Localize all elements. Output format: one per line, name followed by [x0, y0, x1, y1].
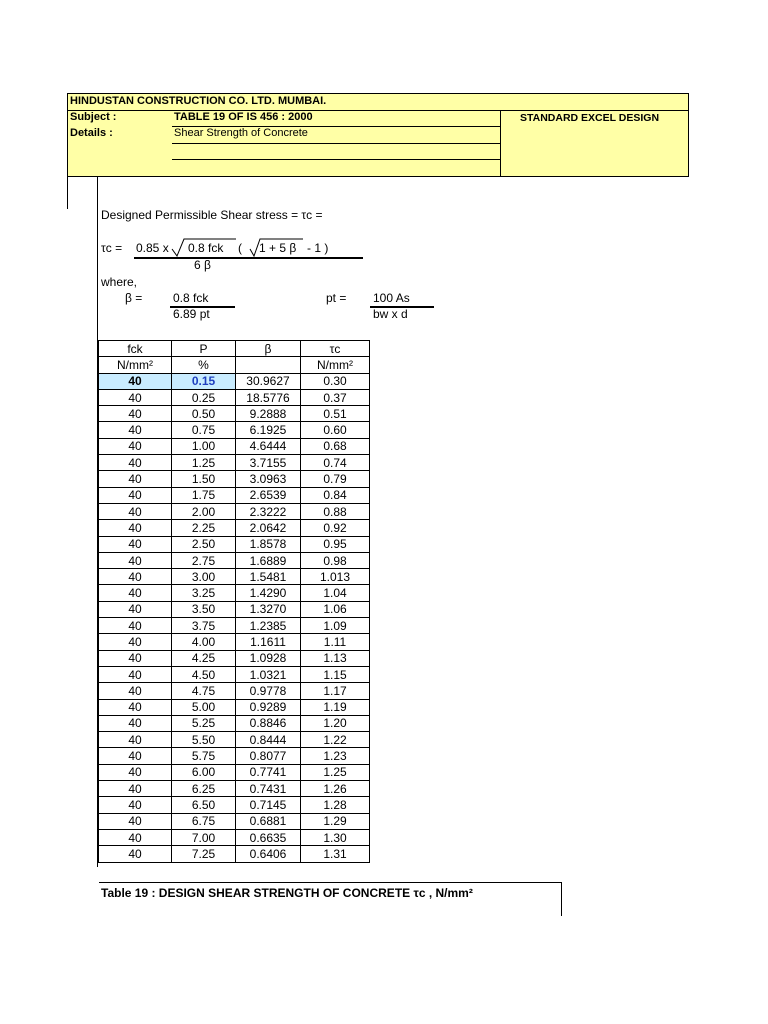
- table-row[interactable]: [99, 520, 370, 536]
- header-tc: τc: [301, 341, 370, 357]
- beta-num: 0.8 fck: [173, 291, 209, 305]
- standard-label: STANDARD EXCEL DESIGN: [520, 112, 660, 124]
- cell-fck[interactable]: 40: [99, 438, 172, 454]
- table-row[interactable]: [99, 634, 370, 650]
- cell-tc[interactable]: 0.84: [301, 487, 370, 503]
- cell-tc[interactable]: 1.31: [301, 846, 370, 862]
- cell-p[interactable]: 0.50: [172, 406, 236, 422]
- table-row[interactable]: [99, 406, 370, 422]
- cell-beta[interactable]: 0.7741: [236, 764, 301, 780]
- cell-tc[interactable]: 0.92: [301, 520, 370, 536]
- cell-tc[interactable]: 1.09: [301, 618, 370, 634]
- cell-p[interactable]: 5.50: [172, 732, 236, 748]
- shear-strength-table: [98, 340, 370, 863]
- cell-fck[interactable]: 40: [99, 406, 172, 422]
- table-row[interactable]: [99, 585, 370, 601]
- cell-p[interactable]: 6.50: [172, 797, 236, 813]
- unit-tc: N/mm²: [301, 357, 370, 373]
- pt-num: 100 As: [373, 291, 410, 305]
- table-row[interactable]: [99, 829, 370, 845]
- cell-fck[interactable]: 40: [99, 536, 172, 552]
- cell-tc[interactable]: 1.06: [301, 601, 370, 617]
- cell-fck[interactable]: 40: [99, 520, 172, 536]
- cell-tc[interactable]: 0.79: [301, 471, 370, 487]
- header-beta: β: [236, 341, 301, 357]
- cell-fck[interactable]: 40: [99, 829, 172, 845]
- cell-p[interactable]: 5.00: [172, 699, 236, 715]
- cell-tc[interactable]: 0.68: [301, 438, 370, 454]
- formula-coef: 0.85 x: [136, 241, 169, 255]
- cell-beta[interactable]: 0.8444: [236, 732, 301, 748]
- unit-beta: [236, 357, 301, 373]
- table-row[interactable]: [99, 536, 370, 552]
- formula-paren: (: [238, 241, 242, 255]
- cell-fck[interactable]: 40: [99, 569, 172, 585]
- cell-fck[interactable]: 40: [99, 503, 172, 519]
- cell-fck[interactable]: 40: [99, 422, 172, 438]
- pt-lhs: pt =: [326, 291, 347, 305]
- cell-tc[interactable]: 1.13: [301, 650, 370, 666]
- table-row[interactable]: [99, 748, 370, 764]
- table-row[interactable]: [99, 683, 370, 699]
- table-units-row: [99, 357, 370, 373]
- cell-tc[interactable]: 0.98: [301, 552, 370, 568]
- subject-value: TABLE 19 OF IS 456 : 2000: [174, 111, 313, 123]
- cell-fck[interactable]: 40: [99, 683, 172, 699]
- cell-tc[interactable]: 0.88: [301, 503, 370, 519]
- cell-fck[interactable]: 40: [99, 585, 172, 601]
- table-row[interactable]: [99, 471, 370, 487]
- cell-tc[interactable]: 1.20: [301, 715, 370, 731]
- unit-fck: N/mm²: [99, 357, 172, 373]
- table-row[interactable]: [99, 438, 370, 454]
- cell-tc[interactable]: 1.15: [301, 666, 370, 682]
- table19-title: Table 19 : DESIGN SHEAR STRENGTH OF CONCRETE τc , N/mm²: [101, 886, 473, 900]
- cell-tc[interactable]: 1.23: [301, 748, 370, 764]
- cell-tc[interactable]: 1.04: [301, 585, 370, 601]
- cell-p[interactable]: 6.25: [172, 781, 236, 797]
- cell-tc[interactable]: 1.22: [301, 732, 370, 748]
- cell-p[interactable]: 1.75: [172, 487, 236, 503]
- where-label: where,: [101, 275, 138, 289]
- table-row[interactable]: [99, 487, 370, 503]
- header-title-row: [68, 94, 688, 111]
- fraction-bar: [134, 257, 363, 259]
- cell-beta[interactable]: 0.8077: [236, 748, 301, 764]
- cell-beta[interactable]: 18.5776: [236, 389, 301, 405]
- cell-beta[interactable]: 6.1925: [236, 422, 301, 438]
- cell-p[interactable]: 3.25: [172, 585, 236, 601]
- cell-fck[interactable]: 40: [99, 781, 172, 797]
- table-row[interactable]: [99, 797, 370, 813]
- cell-beta[interactable]: 1.1611: [236, 634, 301, 650]
- cell-p[interactable]: 2.00: [172, 503, 236, 519]
- cell-p[interactable]: 7.25: [172, 846, 236, 862]
- table-row[interactable]: [99, 373, 370, 389]
- cell-fck[interactable]: 40: [99, 455, 172, 471]
- cell-p[interactable]: 3.75: [172, 618, 236, 634]
- table19-box: [99, 882, 562, 916]
- cell-p[interactable]: 1.50: [172, 471, 236, 487]
- cell-fck[interactable]: 40: [99, 487, 172, 503]
- divider: [172, 143, 500, 144]
- table-row[interactable]: [99, 601, 370, 617]
- cell-beta[interactable]: 0.6406: [236, 846, 301, 862]
- unit-p: %: [172, 357, 236, 373]
- cell-fck[interactable]: 40: [99, 634, 172, 650]
- table-header-row: [99, 341, 370, 357]
- cell-beta[interactable]: 1.0928: [236, 650, 301, 666]
- pt-den: bw x d: [373, 307, 408, 321]
- cell-p[interactable]: 4.00: [172, 634, 236, 650]
- cell-tc[interactable]: 1.25: [301, 764, 370, 780]
- table-row[interactable]: [99, 732, 370, 748]
- table-row[interactable]: [99, 699, 370, 715]
- cell-tc[interactable]: 1.28: [301, 797, 370, 813]
- header-fck: fck: [99, 341, 172, 357]
- cell-beta[interactable]: 0.6881: [236, 813, 301, 829]
- table-row[interactable]: [99, 422, 370, 438]
- cell-p[interactable]: 0.25: [172, 389, 236, 405]
- details-value: Shear Strength of Concrete: [174, 127, 308, 139]
- cell-p[interactable]: 4.50: [172, 666, 236, 682]
- cell-beta[interactable]: 3.7155: [236, 455, 301, 471]
- table-row[interactable]: [99, 650, 370, 666]
- cell-fck[interactable]: 40: [99, 650, 172, 666]
- cell-tc[interactable]: 1.013: [301, 569, 370, 585]
- cell-p[interactable]: 4.75: [172, 683, 236, 699]
- cell-fck[interactable]: 40: [99, 618, 172, 634]
- cell-fck[interactable]: 40: [99, 764, 172, 780]
- company-name: HINDUSTAN CONSTRUCTION CO. LTD. MUMBAI.: [70, 95, 327, 107]
- cell-p[interactable]: 4.25: [172, 650, 236, 666]
- cell-fck[interactable]: 40: [99, 797, 172, 813]
- cell-beta[interactable]: 4.6444: [236, 438, 301, 454]
- cell-p[interactable]: 6.00: [172, 764, 236, 780]
- cell-fck[interactable]: 40: [99, 552, 172, 568]
- cell-beta[interactable]: 1.6889: [236, 552, 301, 568]
- table-row[interactable]: [99, 503, 370, 519]
- cell-p[interactable]: 2.25: [172, 520, 236, 536]
- cell-tc[interactable]: 1.29: [301, 813, 370, 829]
- frame-line: [67, 177, 68, 209]
- cell-fck[interactable]: 40: [99, 813, 172, 829]
- table-row[interactable]: [99, 764, 370, 780]
- cell-fck[interactable]: 40: [99, 748, 172, 764]
- cell-beta[interactable]: 1.4290: [236, 585, 301, 601]
- cell-beta[interactable]: 1.0321: [236, 666, 301, 682]
- cell-fck[interactable]: 40: [99, 732, 172, 748]
- cell-tc[interactable]: 0.30: [301, 373, 370, 389]
- cell-p[interactable]: 3.00: [172, 569, 236, 585]
- formula-minus: - 1 ): [307, 241, 329, 255]
- details-label: Details :: [70, 127, 113, 139]
- cell-beta[interactable]: 30.9627: [236, 373, 301, 389]
- cell-tc[interactable]: 0.51: [301, 406, 370, 422]
- table-row[interactable]: [99, 389, 370, 405]
- table-row[interactable]: [99, 618, 370, 634]
- cell-beta[interactable]: 0.8846: [236, 715, 301, 731]
- formula-num: 0.8 fck: [188, 241, 224, 255]
- cell-p[interactable]: 0.15: [172, 373, 236, 389]
- cell-beta[interactable]: 0.7431: [236, 781, 301, 797]
- cell-fck[interactable]: 40: [99, 601, 172, 617]
- cell-p[interactable]: 6.75: [172, 813, 236, 829]
- cell-fck[interactable]: 40: [99, 389, 172, 405]
- table-row[interactable]: [99, 846, 370, 862]
- header-p: P: [172, 341, 236, 357]
- cell-tc[interactable]: 1.26: [301, 781, 370, 797]
- cell-tc[interactable]: 0.37: [301, 389, 370, 405]
- cell-beta[interactable]: 2.3222: [236, 503, 301, 519]
- beta-lhs: β =: [125, 291, 143, 305]
- cell-tc[interactable]: 0.74: [301, 455, 370, 471]
- cell-beta[interactable]: 2.6539: [236, 487, 301, 503]
- cell-beta[interactable]: 0.6635: [236, 829, 301, 845]
- table-row[interactable]: [99, 569, 370, 585]
- cell-p[interactable]: 2.75: [172, 552, 236, 568]
- cell-fck[interactable]: 40: [99, 373, 172, 389]
- cell-beta[interactable]: 0.9289: [236, 699, 301, 715]
- formula-inner: 1 + 5 β: [259, 241, 297, 255]
- table-row[interactable]: [99, 666, 370, 682]
- cell-fck[interactable]: 40: [99, 699, 172, 715]
- table-row[interactable]: [99, 552, 370, 568]
- cell-p[interactable]: 2.50: [172, 536, 236, 552]
- cell-p[interactable]: 7.00: [172, 829, 236, 845]
- table-row[interactable]: [99, 715, 370, 731]
- cell-beta[interactable]: 1.8578: [236, 536, 301, 552]
- cell-tc[interactable]: 1.19: [301, 699, 370, 715]
- cell-p[interactable]: 1.00: [172, 438, 236, 454]
- table-row[interactable]: [99, 813, 370, 829]
- subject-label: Subject :: [70, 111, 117, 123]
- formula-den: 6 β: [194, 258, 211, 272]
- cell-beta[interactable]: 0.7145: [236, 797, 301, 813]
- cell-tc[interactable]: 0.60: [301, 422, 370, 438]
- cell-p[interactable]: 1.25: [172, 455, 236, 471]
- header-block: [67, 93, 689, 177]
- cell-tc[interactable]: 1.17: [301, 683, 370, 699]
- cell-tc[interactable]: 1.11: [301, 634, 370, 650]
- divider: [500, 110, 501, 177]
- tc-lhs: τc =: [101, 241, 123, 255]
- cell-beta[interactable]: 3.0963: [236, 471, 301, 487]
- cell-fck[interactable]: 40: [99, 666, 172, 682]
- beta-den: 6.89 pt: [173, 307, 210, 321]
- cell-p[interactable]: 0.75: [172, 422, 236, 438]
- cell-p[interactable]: 3.50: [172, 601, 236, 617]
- divider: [172, 159, 500, 160]
- cell-tc[interactable]: 0.95: [301, 536, 370, 552]
- table-row[interactable]: [99, 455, 370, 471]
- table-row[interactable]: [99, 781, 370, 797]
- formula-intro: Designed Permissible Shear stress = τc =: [101, 208, 323, 222]
- cell-p[interactable]: 5.25: [172, 715, 236, 731]
- cell-beta[interactable]: 1.5481: [236, 569, 301, 585]
- cell-fck[interactable]: 40: [99, 471, 172, 487]
- cell-beta[interactable]: 1.3270: [236, 601, 301, 617]
- cell-fck[interactable]: 40: [99, 846, 172, 862]
- cell-tc[interactable]: 1.30: [301, 829, 370, 845]
- cell-beta[interactable]: 1.2385: [236, 618, 301, 634]
- cell-beta[interactable]: 2.0642: [236, 520, 301, 536]
- cell-p[interactable]: 5.75: [172, 748, 236, 764]
- cell-beta[interactable]: 9.2888: [236, 406, 301, 422]
- cell-fck[interactable]: 40: [99, 715, 172, 731]
- cell-beta[interactable]: 0.9778: [236, 683, 301, 699]
